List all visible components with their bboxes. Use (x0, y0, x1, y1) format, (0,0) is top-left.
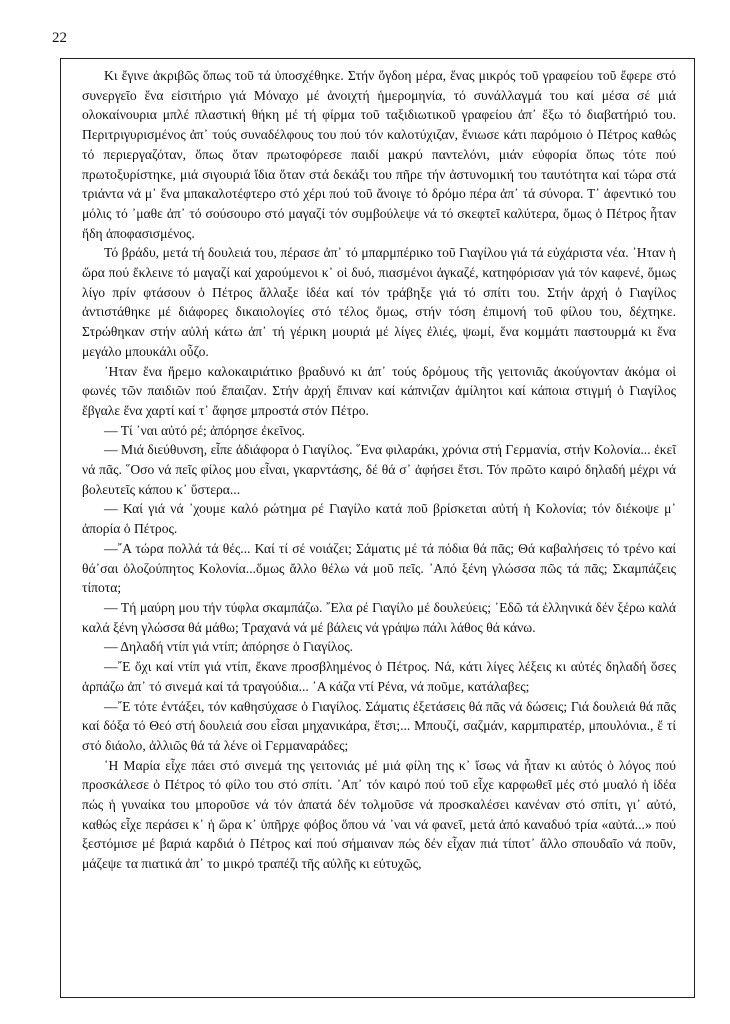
page-number: 22 (52, 30, 67, 46)
body-text (82, 66, 676, 874)
dialogue-line: —῎Ε τότε ἐντάξει, τόν καθησύχασε ὁ Γιαγίλος. Σάματις ἐξετάσεις θά πᾶς νά δώσεις; Γιά δουλειά θά πᾶς καί δόξα τό Θεό στή δουλειά σου εἶσαι μηχανικάρα, ἔτσι;... Μπουζί, σαζμάν, καρμπιρατέρ, μπουλόνια., ἔ τί στό διάολο, ἀλλιῶς θά τά λένε οἱ Γερμαναράδες; (82, 698, 676, 753)
dialogue-line: — Τί ᾿ναι αὐτό ρέ; ἀπόρησε ἐκεῖνος. (104, 422, 305, 438)
paragraph: ῾Η Μαρία εἶχε πάει στό σινεμά της γειτονιάς μέ μιά φίλη της κ᾿ ἴσως νά ἦταν κι αὐτός ὁ λόγος πού προσκάλεσε ὁ Πέτρος τό φίλο του στό σπίτι. ᾿Απ᾿ τόν καιρό πού τοῦ εἶχε καρφωθεῖ μές στό μυαλό ἡ ἰδέα πώς ἡ γυναίκα του μποροῦσε νά τόν ἀπατά δέν τολμοῦσε νά προσκαλέσει κανέναν στό σπίτι, γι᾿ αὐτό, καθώς εἶχε περάσει κ᾿ ἡ ὥρα κ᾿ ὑπῆρχε φόβος ὅπου νά ᾿ναι νά φανεῖ, μετά ἀπό καναδυό τρία «αὐτά...» πού ξεστόμισε μέ βαριά καρδιά ὁ Πέτρος καί πού σήμαιναν πώς δέν εἶχαν πιά τίποτ᾿ ἄλλο σπουδαῖο νά ποῦν, μάζεψε τα πιατικά ἀπ᾿ το μικρό τραπέζι τῆς αὐλῆς κι εὐτυχῶς, (82, 757, 676, 872)
dialogue-line: — Τή μαύρη μου τήν τύφλα σκαμπάζω. ῎Ελα ρέ Γιαγίλο μέ δουλεύεις; ᾿Εδῶ τά ἑλληνικά δέν ξέρω καλά καλά ξένη γλώσσα θά μάθω; Τραχανά νά μέ βάλεις νά γράψω πάλι λάθος θά κάνω. (82, 599, 676, 635)
paragraph: Τό βράδυ, μετά τή δουλειά του, πέρασε ἀπ᾿ τό μπαρμπέρικο τοῦ Γιαγίλου γιά τά εὐχάριστα νέα. ᾿Ηταν ἡ ὥρα πού ἔκλεινε τό μαγαζί καί χαρούμενοι κ᾿ οἱ δυό, πιασμένοι ἀγκαζέ, κατηφόρισαν γιά τόν καφενέ, ὅμως λίγο πρίν φτάσουν ὁ Πέτρος ἄλλαξε ἰδέα καί τόν τράβηξε γιά τό σπίτι του. Στήν ἀρχή ὁ Γιαγίλος ἀντιστάθηκε μέ διάφορες δικαιολογίες στό τέλος ὅμως, στήν τόση ἐπιμονή τοῦ φίλου του, δέχτηκε. Στρώθηκαν στήν αὐλή κάτω ἀπ᾿ τή γέρικη μουριά μέ λίγες ἐλιές, ψωμί, ἕνα κομμάτι παστουρμά κι ἕνα μεγάλο μπουκάλι οὖζο. (82, 245, 676, 359)
dialogue-line: — Δηλαδή ντίπ γιά ντίπ; ἀπόρησε ὁ Γιαγίλος. (104, 639, 354, 655)
paragraph: ᾿Ηταν ἕνα ἤρεμο καλοκαιριάτικο βραδυνό κι ἀπ᾿ τούς δρόμους τῆς γειτονιᾶς ἀκούγονταν ἀκόμα οἱ φωνές τῶν παιδιῶν πού ἔπαιζαν. Στήν ἀρχή ἔπιναν καί κάπνιζαν ἀμίλητοι καί κάποια στιγμή ὁ Γιαγίλος ἔβγαλε ἕνα χαρτί καί τ᾿ ἄφησε μπροστά στόν Πέτρο. (82, 363, 676, 418)
dialogue-line: —῎Ε ὄχι καί ντίπ γιά ντίπ, ἔκανε προσβλημένος ὁ Πέτρος. Νά, κάτι λίγες λέξεις κι αὐτές δηλαδή ὅσες ἁρπάζω ἀπ᾿ τό σινεμά καί τά τραγούδια... ᾿Α κάζα ντί Ρένα, νά ποῦμε, κατάλαβες; (82, 659, 676, 694)
paragraph: Κι ἔγινε ἀκριβῶς ὅπως τοῦ τά ὑποσχέθηκε. Στήν ὄγδοη μέρα, ἕνας μικρός τοῦ γραφείου τοῦ ἔφερε στό συνεργεῖο ἕνα εἰσιτήριο γιά Μόναχο μέ ἀνοιχτή ἡμερομηνία, τό συνάλλαγμά του καί μέσα σέ μιά ολοκαίνουρια μπλέ πλαστική θήκη μέ τή φίρμα τοῦ ταξιδιωτικοῦ γραφείου ἀπ᾿ ἔξω τό διαβατήριό του. Περιτριγυρισμένος ἀπ᾿ τούς συναδέλφους του πού τόν καλοτύχιζαν, ἔνιωσε κάτι παρόμοιο ὁ Πέτρος καθώς τό περιεργαζόταν, ὅπως ὅταν πρωτοφόρεσε παιδί μακρύ παντελόνι, μιάν εὐφορία ὅπως τότε πού πρωτοξυρίστηκε, μιά σιγουριά ἴδια ὅταν στά δεκάξι του πῆρε τήν ἀστυνομική του ταυτότητα καί τώρα στά τριάντα νά μ᾿ ἕνα μπακαλοτέφτερο στό χέρι πού τοῦ ἄνοιγε τό δρόμο πέρα ἀπ᾿ τά σύνορα. Τ᾿ ἀφεντικό του μόλις τό ᾿μαθε ἀπ᾿ τό σούσουρο στό μαγαζί τόν συμβούλεψε νά τό σκεφτεῖ καλύτερα, ὅμως ὁ Πέτρος ἦταν ἤδη ἀποφασισμένος. (82, 68, 676, 241)
dialogue-line: —῎Α τώρα πολλά τά θές... Καί τί σέ νοιάζει; Σάματις μέ τά πόδια θά πᾶς; Θά καβαλήσεις τό τρένο καί θά᾿σαι ὁλοζούπητος Κολονία...ὅμως ἄλλο θέλω νά μοῦ πεῖς. ᾿Από ξένη γλώσσα πῶς τά πᾶς; Σκαμπάζεις τίποτα; (82, 540, 676, 596)
dialogue-line: — Καί γιά νά ᾿χουμε καλό ρώτημα ρέ Γιαγίλο κατά ποῦ βρίσκεται αὐτή ἡ Κολονία; τόν διέκοψε μ᾿ ἀπορία ὁ Πέτρος. (82, 501, 676, 537)
dialogue-line: — Μιά διεύθυνση, εἶπε ἀδιάφορα ὁ Γιαγίλος. ῞Ενα φιλαράκι, χρόνια στή Γερμανία, στήν Κολονία... ἐκεῖ νά πᾶς. ῞Οσο νά πεῖς φίλος μου εἶναι, γκαρντάσης, δέ θά σ᾿ ἀφήσει ἔτσι. Τόν πρῶτο καιρό δηλαδή μέχρι νά βολευτεῖς κάπου κ᾿ ὕστερα... (82, 442, 676, 497)
